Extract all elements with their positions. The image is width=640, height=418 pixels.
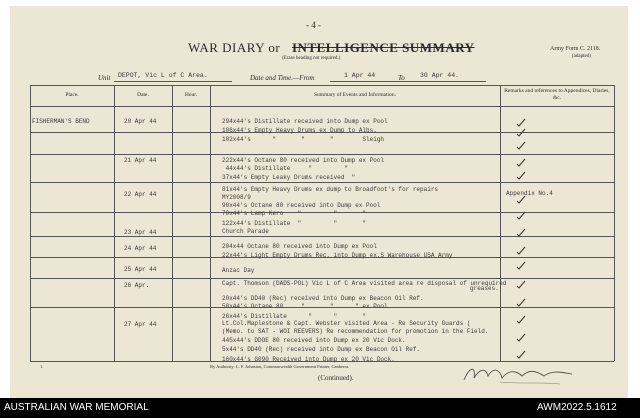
col-header-summary: Summary of Events and Information. [313,92,397,98]
footer-left: AUSTRALIAN WAR MEMORIAL [4,402,149,413]
summary-line: 102x44's " " " Sleigh [222,136,385,143]
summary-line: 445x44's DDOE 80 received into Dump ex 20 Vic Dock. [222,337,406,344]
date-cell: 25 Apr 44 [124,266,157,273]
row-separator [30,278,614,279]
summary-line: (Memo. to SAT - WOI REEVERS) Re recommendation for promotion in the Field. [222,328,489,335]
summary-line: 50x44's Octane 80 " " " ex Pool [222,303,388,310]
summary-line: Anzac Day [222,267,255,274]
check-mark-icon [516,195,526,204]
date-cell: 23 Apr 44 [124,229,157,236]
check-mark-icon [516,261,526,270]
summary-line: MY2008/9 [222,194,251,201]
place-entry: FISHERMAN'S BEND [32,118,90,125]
diary-sheet [10,6,628,398]
table-top-rule [30,85,614,86]
check-mark-icon [516,333,526,342]
unit-label: Unit [98,74,111,82]
summary-line: greases. [470,285,499,292]
date-cell: 20 Apr 44 [124,118,157,125]
summary-line: 204x44 Octane 80 received into Dump ex Pool [222,243,377,250]
summary-line: 26x44's Distillate " " " [222,313,367,320]
check-mark-icon [516,228,526,237]
col-header-remarks: Remarks and references to Appendices, Diaries, &c. [504,88,610,101]
date-cell: 27 Apr 44 [124,321,157,328]
summary-line: 222x44's Octane 80 received into Dump ex Pool [222,157,385,164]
summary-line: 294x44's Distillate received into Dump ex Pool [222,118,388,125]
summary-line: 106x44's Empty Heavy Drums ex Dump to Albs. [222,127,377,134]
col-rule-place [114,85,115,361]
date-cell: 26 Apr. [124,282,150,289]
summary-line: 37x44's Empty Leaky Drums received " [222,174,356,181]
summary-line: 44x44's Distillate " " [222,165,349,172]
title-prefix: WAR DIARY or [188,40,281,55]
footer-right: AWM2022.5.1612 [537,402,617,413]
check-mark-icon [516,246,526,255]
check-mark-icon [516,211,526,220]
col-rule-hour [210,85,211,361]
check-mark-icon [516,158,526,167]
col-header-hour: Hour. [184,92,198,98]
row-separator [30,154,614,155]
check-mark-icon [516,350,526,359]
check-mark-icon [516,171,526,180]
to-label: To [398,74,405,82]
col-rule-summary [500,85,501,361]
appendix-ref: Appendix No.4 [506,190,553,197]
col-rule-date [172,85,173,361]
signature [460,362,580,388]
continued-note: (Continued). [318,374,354,382]
date-cell: 21 Apr 44 [124,157,157,164]
check-mark-icon [516,118,526,127]
summary-line: 122x44's Distillate " " " [222,220,367,227]
army-form: Army Form C. 2118. [550,46,601,52]
title-struck: INTELLIGENCE SUMMARY [292,40,475,55]
summary-line: 90x44's Octane 80 received into Dump ex Pool [222,202,381,209]
form-code: 1. [40,364,44,369]
authority-line: By Authority: L. F. Johnston, Commonwealth Government Printer, Canberra. [210,364,350,369]
date-from: 1 Apr 44 [344,72,376,79]
archive-footer [0,398,640,418]
summary-line: 22x44's Light Empty Drums Rec. into Dump ex.S Warehouse USA Army [222,252,453,259]
page-number: - 4 - [306,20,321,30]
check-mark-icon [516,141,526,150]
date-to: 30 Apr 44. [420,72,460,79]
unit-value: DEPOT, Vic L of C Area. [118,72,208,79]
header-bottom-rule [30,106,614,107]
army-form-sub: (adapted) [572,54,591,59]
row-separator [30,182,614,183]
summary-line: 70x44's Lamp Kero " " " [222,210,367,217]
check-mark-icon [516,298,526,307]
col-header-date: Date. [137,92,149,98]
check-mark-icon [516,280,526,289]
summary-line: 81x44's Empty Heavy Drums ex dump to Broadfoot's for repairs [222,186,439,193]
col-rule-left [30,85,31,361]
date-underline [330,81,486,82]
summary-line: Church Parade [222,228,269,235]
check-mark-icon [516,315,526,324]
check-mark-icon [516,128,526,137]
row-separator [30,236,614,237]
col-rule-right [614,85,615,361]
date-label: Date and Time.—From [250,74,315,82]
summary-line: Lt.Col.Maplestone & Capt. Webster visited Area - Re Security Guards ( [222,320,471,327]
erase-note: (Erase heading not required.) [282,56,341,61]
unit-underline [114,81,232,82]
date-cell: 22 Apr 44 [124,191,157,198]
date-cell: 24 Apr 44 [124,245,157,252]
summary-line: 160x44's G090 Received into Dump ex 20 Vic Dock. [222,356,395,363]
summary-line: 20x44's DD40 (Rec) received into Dump ex Beacon Oil Ref. [222,295,424,302]
summary-line: 5x44's DD40 (Rec) received into Dump ex Beacon Oil Ref. [222,346,421,353]
summary-line: Capt. Thomson (DADS-POL) Vic L of C Area visited area re disposal of unrequired [222,280,507,287]
col-header-place: Place. [65,92,79,98]
